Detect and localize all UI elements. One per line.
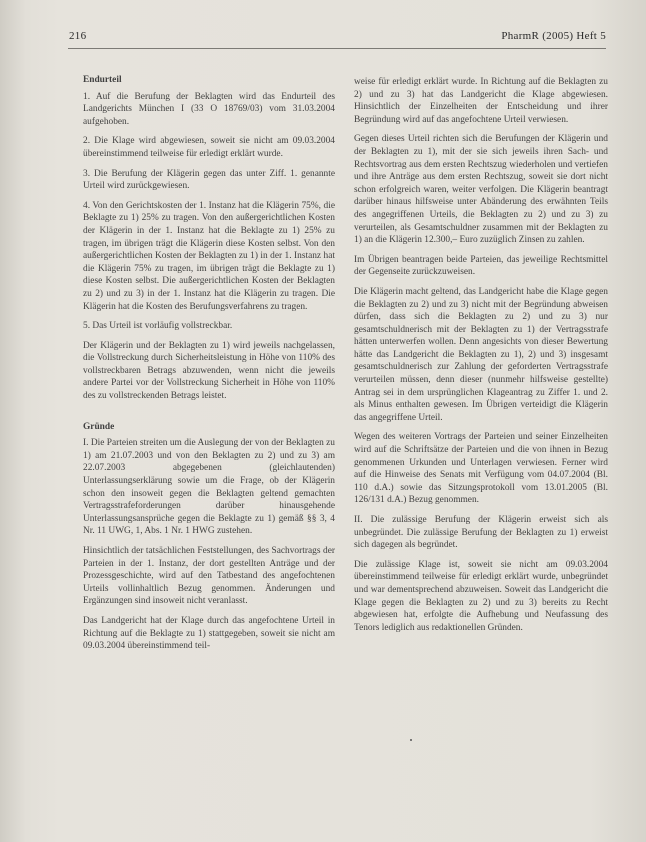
- right-column: [354, 76, 608, 641]
- paragraph: 2. Die Klage wird abgewiesen, soweit sie nicht am 09.03.2004 übereinstimmend teilweise für erledigt erklärt wurde.: [83, 136, 335, 159]
- left-column: [83, 74, 335, 660]
- heading-endurteil: Endurteil: [83, 75, 122, 85]
- paragraph: 5. Das Urteil ist vorläufig vollstreckbar.: [83, 321, 233, 332]
- paragraph: 1. Auf die Berufung der Beklagten wird das Endurteil des Landgerichts München I (33 O 18769/03) vom 31.03.2004 aufgehoben.: [83, 91, 335, 127]
- paragraph: Gegen dieses Urteil richten sich die Berufungen der Klägerin und der Beklagten zu 1), mit der sie sich jeweils ihren Sach- und Rechtsvortrag aus dem ersten Rechtszug wiederholen und vertiefen und ihre Anträge aus dem ersten Rechtszug, soweit sie dort nicht schon erfolgreich waren, weiter verfolgen. Die Klägerin beantragt darüber hinaus hilfsweise unter Abänderung des erwähnten Teils des angegriffenen Urteils, die Beklagten zu 2) und zu 3) zu verurteilen, als Gesamtschuldner zusammen mit der Beklagten zu 1) an die Klägerin 12.300,– Euro zuzüglich Zinsen zu zahlen.: [354, 134, 608, 246]
- paragraph: II. Die zulässige Berufung der Klägerin erweist sich als unbegründet. Die zulässige Berufung der Beklagten zu 1) erweist sich dagegen als begründet.: [354, 515, 608, 551]
- paragraph: Wegen des weiteren Vortrags der Parteien und seiner Einzelheiten wird auf die Schriftsätze der Parteien und die von ihnen in Bezug genommenen Urkunden und Unterlagen verwiesen. Ferner wird auf die Hinweise des Senats mit Verfügung vom 04.07.2004 (Bl. 110 d.A.) sowie das Sitzungsprotokoll vom 13.01.2005 (Bl. 126/131 d.A.) Bezug genommen.: [354, 432, 608, 506]
- paragraph: Der Klägerin und der Beklagten zu 1) wird jeweils nachgelassen, die Vollstreckung durch Sicherheitsleistung in Höhe von 110% des vollstreckbaren Betrags abzuwenden, wenn nicht die jeweils andere Partei vor der Vollstreckung Sicherheit in Höhe von 110% des zu vollstreckenden Betrags leistet.: [83, 340, 335, 402]
- paragraph: Das Landgericht hat der Klage durch das angefochtene Urteil in Richtung auf die Beklagte zu 1) stattgegeben, soweit sie nicht am 09.03.2004 übereinstimmend teil-: [83, 615, 335, 652]
- paragraph: Im Übrigen beantragen beide Parteien, das jeweilige Rechtsmittel der Gegenseite zurückzuweisen.: [354, 254, 608, 278]
- heading-gruende: Gründe: [83, 421, 115, 432]
- paragraph: I. Die Parteien streiten um die Auslegung der von der Beklagten zu 1) am 21.07.2003 und von den Beklagten zu 2) und zu 3) am 22.07.2003 abgegebenen (gleichlautenden) Unterlassungserklärung sowie um die Frage, ob der Klägerin schon den insoweit gegen die Beklagten geltend gemachten Vertragsstrafeforderungen darüber hinausgehende Unterlassungsansprüche gegen die Beklagte zu 1) gemäß §§ 3, 4 Nr. 11 UWG, 1, Abs. 1 Nr. 1 HWG zustehen.: [83, 438, 335, 537]
- running-head: PharmR (2005) Heft 5: [501, 30, 606, 42]
- paragraph: 3. Die Berufung der Klägerin gegen das unter Ziff. 1. genannte Urteil wird zurückgewiesen.: [83, 168, 335, 192]
- page-number: 216: [69, 30, 87, 42]
- paragraph: Die zulässige Klage ist, soweit sie nicht am 09.03.2004 übereinstimmend teilweise für erledigt erklärt wurde, unbegründet und war dementsprechend abzuweisen. Soweit das Landgericht die Klage gegen die Beklagten zu 2) und zu 3) bereits zu Recht abgewiesen hat, erfolgte die Aufhebung und Neufassung des Tenors lediglich aus redaktionellen Gründen.: [354, 559, 608, 633]
- paragraph: 4. Von den Gerichtskosten der 1. Instanz hat die Klägerin 75%, die Beklagte zu 1) 25% zu tragen. Von den außergerichtlichen Kosten der Klägerin in der 1. Instanz hat die Beklagte zu 1) 25% zu tragen, im übrigen trägt die Klägerin diese Kosten selbst. Von den außergerichtlichen Kosten der Beklagten zu 1) in der 1. Instanz hat die Klägerin 75% zu tragen, im übrigen trägt die Beklagte zu 1) diese Kosten selbst. Die außergerichtlichen Kosten der Beklagten zu 2) und zu 3) in der 1. Instanz hat die Klägerin zu tragen. Die Klägerin hat die Kosten des Berufungsverfahrens zu tragen.: [83, 200, 335, 312]
- header-rule: [68, 48, 606, 49]
- paragraph: Die Klägerin macht geltend, das Landgericht habe die Klage gegen die Beklagten zu 2) und zu 3) nicht mit der Begründung abweisen dürfen, dass sich die Beklagten zu 2) und zu 3) nur gesamtschuldnerisch mit der Beklagten zu 1) der Vertragsstrafe hätten unterwerfen wollen. Denn angesichts von dieser Bewertung hätte das Landgericht die Beklagten zu 1), 2) und 3) insgesamt gesamtschuldnerisch zur Zahlung der geforderten Vertragsstrafe verurteilen müssen, denn dieser (nunmehr hilfsweise gestellte) Antrag sei in dem ursprünglichen Klageantrag zu Ziffer 1. und 2. als Minus enthalten gewesen. Im Übrigen verteidigt die Klägerin das angegriffene Urteil.: [354, 286, 608, 423]
- paragraph: Hinsichtlich der tatsächlichen Feststellungen, des Sachvortrags der Parteien in der 1. Instanz, der dort gestellten Anträge und der Prozessgeschichte, wird auf den Tatbestand des angefochtenen Urteils vollinhaltlich Bezug genommen. Änderungen und Ergänzungen sind insoweit nicht veranlasst.: [83, 546, 335, 607]
- ink-speck: [410, 739, 412, 741]
- paragraph: weise für erledigt erklärt wurde. In Richtung auf die Beklagten zu 2) und zu 3) hat das Landgericht die Klage abgewiesen. Hinsichtlich der Einzelheiten der Entscheidung und ihrer Begründung wird auf das angefochtene Urteil verwiesen.: [354, 77, 608, 125]
